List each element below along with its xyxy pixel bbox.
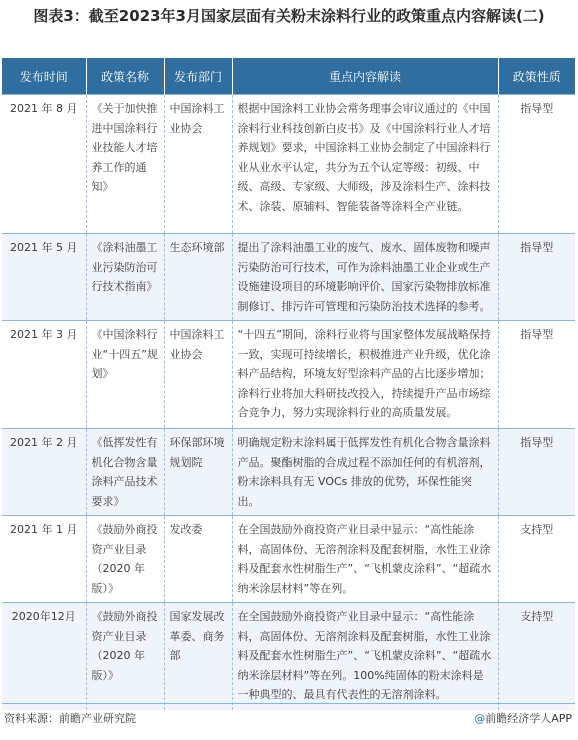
row-department: 中国涂料工业协会 [164, 95, 232, 234]
row-policy-type: 指导型 [498, 95, 575, 234]
row-date: 2021 年 8 月 [2, 95, 86, 234]
header-department: 发布部门 [164, 58, 232, 95]
row-department: 环保部环境规划院 [164, 429, 232, 516]
row-date: 2021 年 2 月 [2, 429, 86, 516]
row-policy-type: 指导型 [498, 234, 575, 321]
brand-logo-icon: @ [474, 712, 486, 725]
row-policy-name: 《鼓励外商投资产业目录（2020 年版）》 [86, 603, 164, 711]
brand-credit [474, 710, 572, 726]
table-row [2, 603, 575, 711]
header-date: 发布时间 [2, 58, 86, 95]
source-note: 资料来源：前瞻产业研究院 [4, 712, 136, 725]
table-row [2, 516, 575, 603]
chart-title: 图表3：截至2023年3月国家层面有关粉末涂料行业的政策重点内容解读(二) [33, 7, 545, 25]
row-content: 在全国鼓励外商投资产业目录中显示：“高性能涂料，高固体份、无溶剂涂料及配套树脂，水性工业涂料及配套水性树脂生产”、“飞机蒙皮涂料”、“超疏水纳米涂层材料”等在列。100%纯固体的粉末涂料是一种典型的、最具有代表性的无溶剂涂料。 [232, 603, 498, 711]
row-policy-name: 《涂料油墨工业污染防治可行技术指南》 [86, 234, 164, 321]
row-department: 国家发展改革委、商务部 [164, 603, 232, 711]
header-policy-name: 政策名称 [86, 58, 164, 95]
row-policy-name: 《中国涂料行业“十四五”规划》 [86, 321, 164, 429]
row-content: 提出了涂料油墨工业的废气、废水、固体废物和噪声污染防治可行技术，可作为涂料油墨工业企业或生产设施建设项目的环境影响评价、国家污染物排放标准制修订、排污许可管理和污染防治技术选择的参考。 [232, 234, 498, 321]
row-date: 2021 年 5 月 [2, 234, 86, 321]
row-policy-type: 支持型 [498, 603, 575, 711]
row-policy-name: 《鼓励外商投资产业目录（2020 年版）》 [86, 516, 164, 603]
footer-divider [2, 703, 575, 704]
table-row [2, 95, 575, 234]
brand-name: 前瞻经济学人APP [485, 712, 572, 725]
row-content: “十四五”期间，涂料行业将与国家整体发展战略保持一致，实现可持续增长，积极推进产业升级，优化涂料产品结构，环境友好型涂料产品的占比逐步增加；涂料行业将加大科研技改投入，持续提升产品市场综合竞争力，努力实现涂料行业的高质量发展。 [232, 321, 498, 429]
row-department: 生态环境部 [164, 234, 232, 321]
row-date: 2021 年 3 月 [2, 321, 86, 429]
row-policy-name: 《关于加快推进中国涂料行业技能人才培养工作的通知》 [86, 95, 164, 234]
table-header-row [2, 58, 575, 95]
row-department: 发改委 [164, 516, 232, 603]
row-content: 在全国鼓励外商投资产业目录中显示：“高性能涂料，高固体份、无溶剂涂料及配套树脂，水性工业涂料及配套水性树脂生产”、“飞机蒙皮涂料”、“超疏水纳米涂层材料”等在列。 [232, 516, 498, 603]
row-policy-type: 支持型 [498, 516, 575, 603]
table-row [2, 429, 575, 516]
row-policy-name: 《低挥发性有机化合物含量涂料产品技术要求》 [86, 429, 164, 516]
row-content: 明确规定粉末涂料属于低挥发性有机化合物含量涂料产品。聚酯树脂的合成过程不添加任何的有机溶剂，粉末涂料具有无 VOCs 排放的优势，环保性能突出。 [232, 429, 498, 516]
row-content: 根据中国涂料工业协会常务理事会审议通过的《中国涂料行业科技创新白皮书》及《中国涂料行业人才培养规划》要求，中国涂料工业协会制定了中国涂料行业从业水平认定，共分为五个认定等级：初级、中级、高级、专家级、大师级，涉及涂料生产、涂料技术、涂装、原辅料、智能装备等涂料全产业链。 [232, 95, 498, 234]
policy-table [2, 58, 575, 710]
table-row [2, 234, 575, 321]
header-content: 重点内容解读 [232, 58, 498, 95]
row-policy-type: 指导型 [498, 321, 575, 429]
row-date: 2020年12月 [2, 603, 86, 711]
header-policy-type: 政策性质 [498, 58, 575, 95]
row-policy-type: 指导型 [498, 429, 575, 516]
row-date: 2021 年 1 月 [2, 516, 86, 603]
row-department: 中国涂料工业协会 [164, 321, 232, 429]
table-row [2, 321, 575, 429]
